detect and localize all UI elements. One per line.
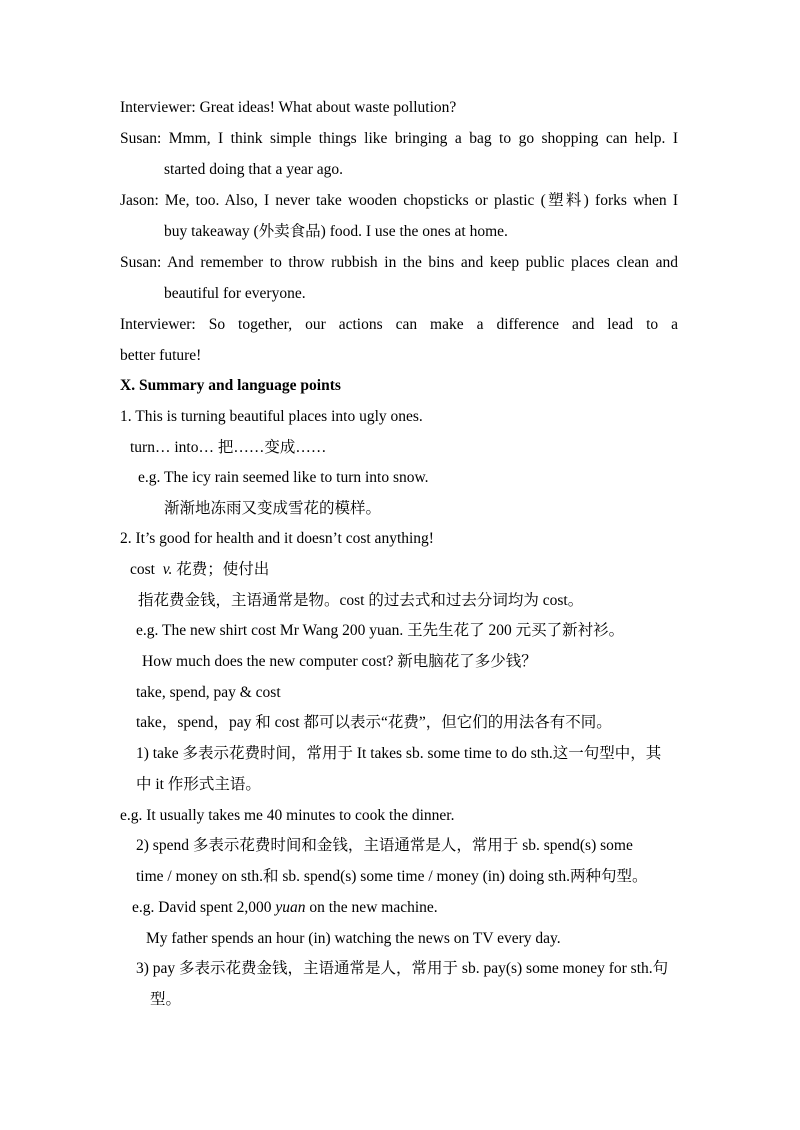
word-meaning: 花费；使付出 [176, 561, 270, 578]
point-sentence: 2. It’s good for health and it doesn’t cost anything! [120, 530, 434, 547]
usage-item: time / money on sth.和 sb. spend(s) some time / money (in) doing sth.两种句型。 [136, 868, 648, 885]
section-heading: X. Summary and language points [120, 377, 341, 394]
example-text: on the new machine. [305, 899, 438, 916]
example-sentence: e.g. The new shirt cost Mr Wang 200 yuan. 王先生花了 200 元买了新衬衫。 [136, 622, 625, 639]
example-sentence [132, 898, 438, 918]
dialogue-line: better future! [120, 347, 202, 364]
usage-note: 指花费金钱，主语通常是物。cost 的过去式和过去分词均为 cost。 [138, 592, 584, 609]
example-sentence: e.g. It usually takes me 40 minutes to cook the dinner. [120, 807, 455, 824]
word-definition [130, 560, 269, 580]
example-italic-word: yuan [275, 899, 306, 916]
comparison-note: take，spend，pay 和 cost 都可以表示“花费”，但它们的用法各有不同。 [136, 714, 612, 731]
phrase-definition: turn… into… 把……变成…… [130, 439, 327, 456]
example-translation: 渐渐地冻雨又变成雪花的模样。 [164, 500, 382, 517]
dialogue-line: Susan: Mmm, I think simple things like bringing a bag to go shopping can help. I [120, 130, 678, 147]
headword: cost [130, 561, 155, 578]
dialogue-line: Susan: And remember to throw rubbish in the bins and keep public places clean and [120, 254, 678, 271]
usage-item: 中 it 作形式主语。 [136, 776, 261, 793]
comparison-heading: take, spend, pay & cost [136, 684, 281, 701]
example-sentence: How much does the new computer cost? 新电脑花了多少钱？ [142, 653, 537, 670]
point-sentence: 1. This is turning beautiful places into ugly ones. [120, 408, 423, 425]
usage-item: 型。 [150, 991, 182, 1008]
example-text: e.g. David spent 2,000 [132, 899, 276, 916]
dialogue-line: buy takeaway (外卖食品) food. I use the ones at home. [164, 223, 508, 240]
part-of-speech: v. [162, 561, 173, 578]
example-sentence: My father spends an hour (in) watching the news on TV every day. [146, 930, 561, 947]
dialogue-line: started doing that a year ago. [164, 161, 344, 178]
dialogue-line: beautiful for everyone. [164, 285, 306, 302]
dialogue-line: Interviewer: Great ideas! What about waste pollution? [120, 99, 457, 116]
example-sentence: e.g. The icy rain seemed like to turn into snow. [138, 469, 429, 486]
dialogue-line: Jason: Me, too. Also, I never take wooden chopsticks or plastic (塑料) forks when I [120, 192, 678, 209]
usage-item: 1) take 多表示花费时间，常用于 It takes sb. some time to do sth.这一句型中，其 [136, 745, 662, 762]
usage-item: 3) pay 多表示花费金钱，主语通常是人，常用于 sb. pay(s) some money for sth.句 [136, 960, 669, 977]
dialogue-line: Interviewer: So together, our actions can make a difference and lead to a [120, 316, 678, 333]
usage-item: 2) spend 多表示花费时间和金钱，主语通常是人，常用于 sb. spend(s) some [136, 837, 633, 854]
